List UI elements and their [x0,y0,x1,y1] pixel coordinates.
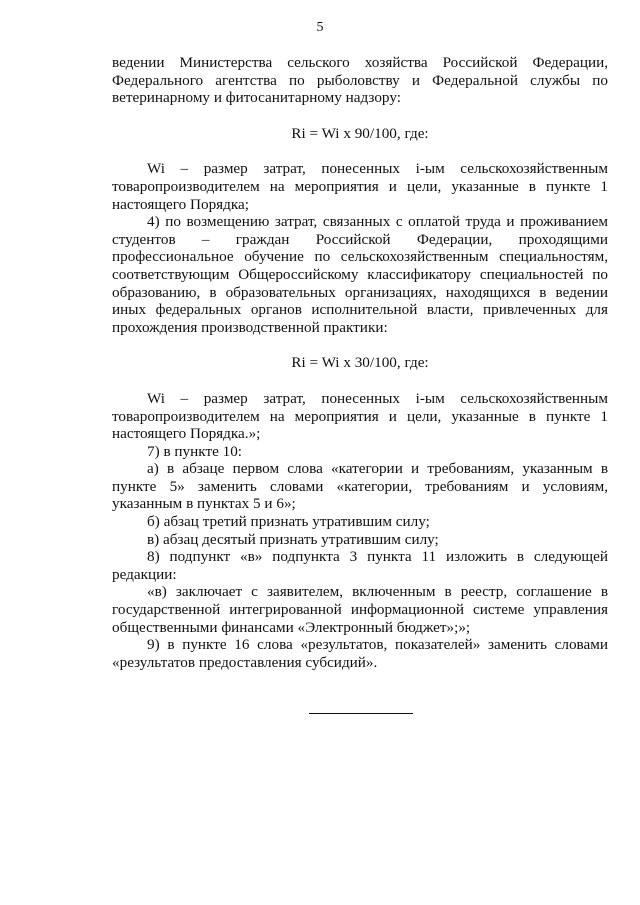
closing-rule [309,713,413,714]
paragraph-continuation: ведении Министерства сельского хозяйства Российской Федерации, Федерального агентства по рыболовству и Федеральной службы по ветеринарному и фитосанитарному надзору: [112,54,608,107]
paragraph-item-9: 9) в пункте 16 слова «результатов, показателей» заменить словами «результатов предоставления субсидий». [112,636,608,671]
paragraph-item-7a: а) в абзаце первом слова «категории и требованиям, указанным в пункте 5» заменить словами «категории, требованиям и условиям, указанным в пунктах 5 и 6»; [112,460,608,513]
paragraph-wi-definition-2: Wi – размер затрат, понесенных i-ым сельскохозяйственным товаропроизводителем на мероприятия и цели, указанные в пункте 1 настоящего Порядка.»; [112,389,608,443]
paragraph-item-8: 8) подпункт «в» подпункта 3 пункта 11 изложить в следующей редакции: [112,548,608,583]
page-number: 5 [316,20,324,35]
paragraph-item-7b: б) абзац третий признать утратившим силу; [147,513,430,531]
paragraph-item-8-text: «в) заключает с заявителем, включенным в реестр, соглашение в государственной интегрированной информационной системе управления общественными финансами «Электронный бюджет»;»; [112,583,608,636]
formula-30: Ri = Wi х 30/100, где: [291,354,429,372]
formula-90: Ri = Wi х 90/100, где: [291,124,429,142]
paragraph-item-7: 7) в пункте 10: [147,442,243,460]
paragraph-wi-definition-1: Wi – размер затрат, понесенных i-ым сельскохозяйственным товаропроизводителем на мероприятия и цели, указанные в пункте 1 настоящего Порядка; [112,160,608,213]
paragraph-item-4: 4) по возмещению затрат, связанных с оплатой труда и проживанием студентов – граждан Российской Федерации, проходящими профессиональное обучение по сельскохозяйственным специальностям, соответствующим Общероссийскому классификатору специальностей по образованию, в образовательных организациях, находящихся в ведении иных федеральных органов исполнительной власти, привлеченных для прохождения производственной практики: [112,213,608,336]
document-body [112,54,608,671]
paragraph-item-7v: в) абзац десятый признать утратившим силу; [147,530,439,548]
